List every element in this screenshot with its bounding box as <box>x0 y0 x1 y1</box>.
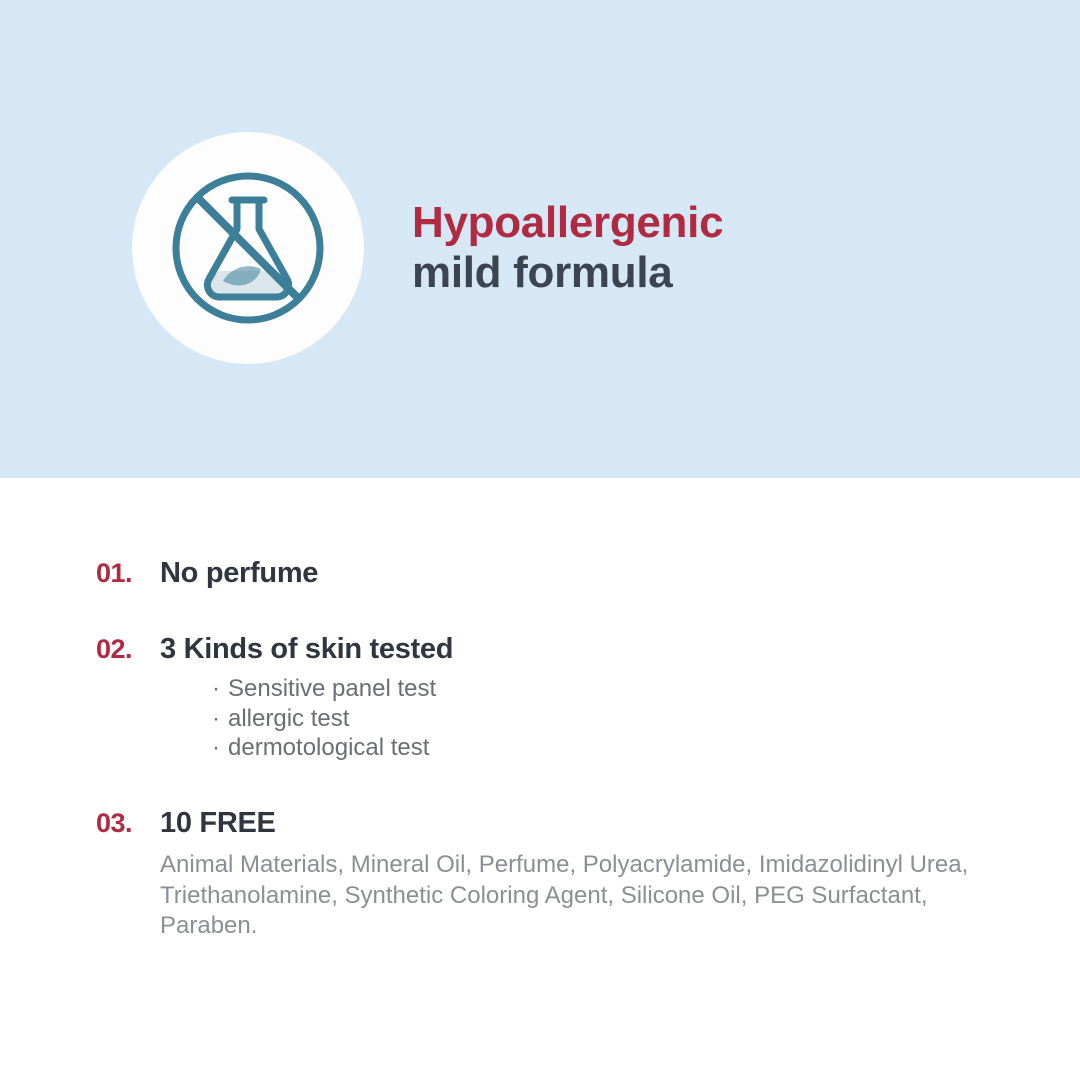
list-item <box>96 634 453 762</box>
hero-content <box>132 132 723 364</box>
bullet-item: · Sensitive panel test <box>212 674 453 703</box>
list-item-number: 03. <box>96 808 133 838</box>
list-item-title: 10 FREE <box>160 807 276 839</box>
list-item-title: 3 Kinds of skin tested <box>160 633 454 665</box>
bullet-item: · dermotological test <box>212 733 453 762</box>
hero-banner <box>0 0 1080 478</box>
list-item-number: 01. <box>96 558 133 588</box>
no-chemicals-flask-icon <box>132 132 364 364</box>
list-item-body <box>160 558 318 588</box>
list-item <box>96 558 318 589</box>
hero-headline <box>412 199 723 296</box>
list-item-title: No perfume <box>160 557 319 589</box>
list-item-body <box>160 634 453 762</box>
hero-headline-primary: Hypoallergenic <box>412 198 724 248</box>
list-item-body <box>160 808 1000 941</box>
list-item <box>96 808 1000 941</box>
list-item-number: 02. <box>96 634 133 664</box>
bullet-item: · allergic test <box>212 704 453 733</box>
hero-headline-secondary: mild formula <box>412 248 673 297</box>
feature-list <box>0 478 1080 1080</box>
list-item-paragraph: Animal Materials, Mineral Oil, Perfume, Polyacrylamide, Imidazolidinyl Urea, Triethanolamine, Synthetic Coloring Agent, Silicone Oil, PEG Surfactant, Paraben. <box>160 851 969 939</box>
list-item-bullets <box>212 674 453 762</box>
